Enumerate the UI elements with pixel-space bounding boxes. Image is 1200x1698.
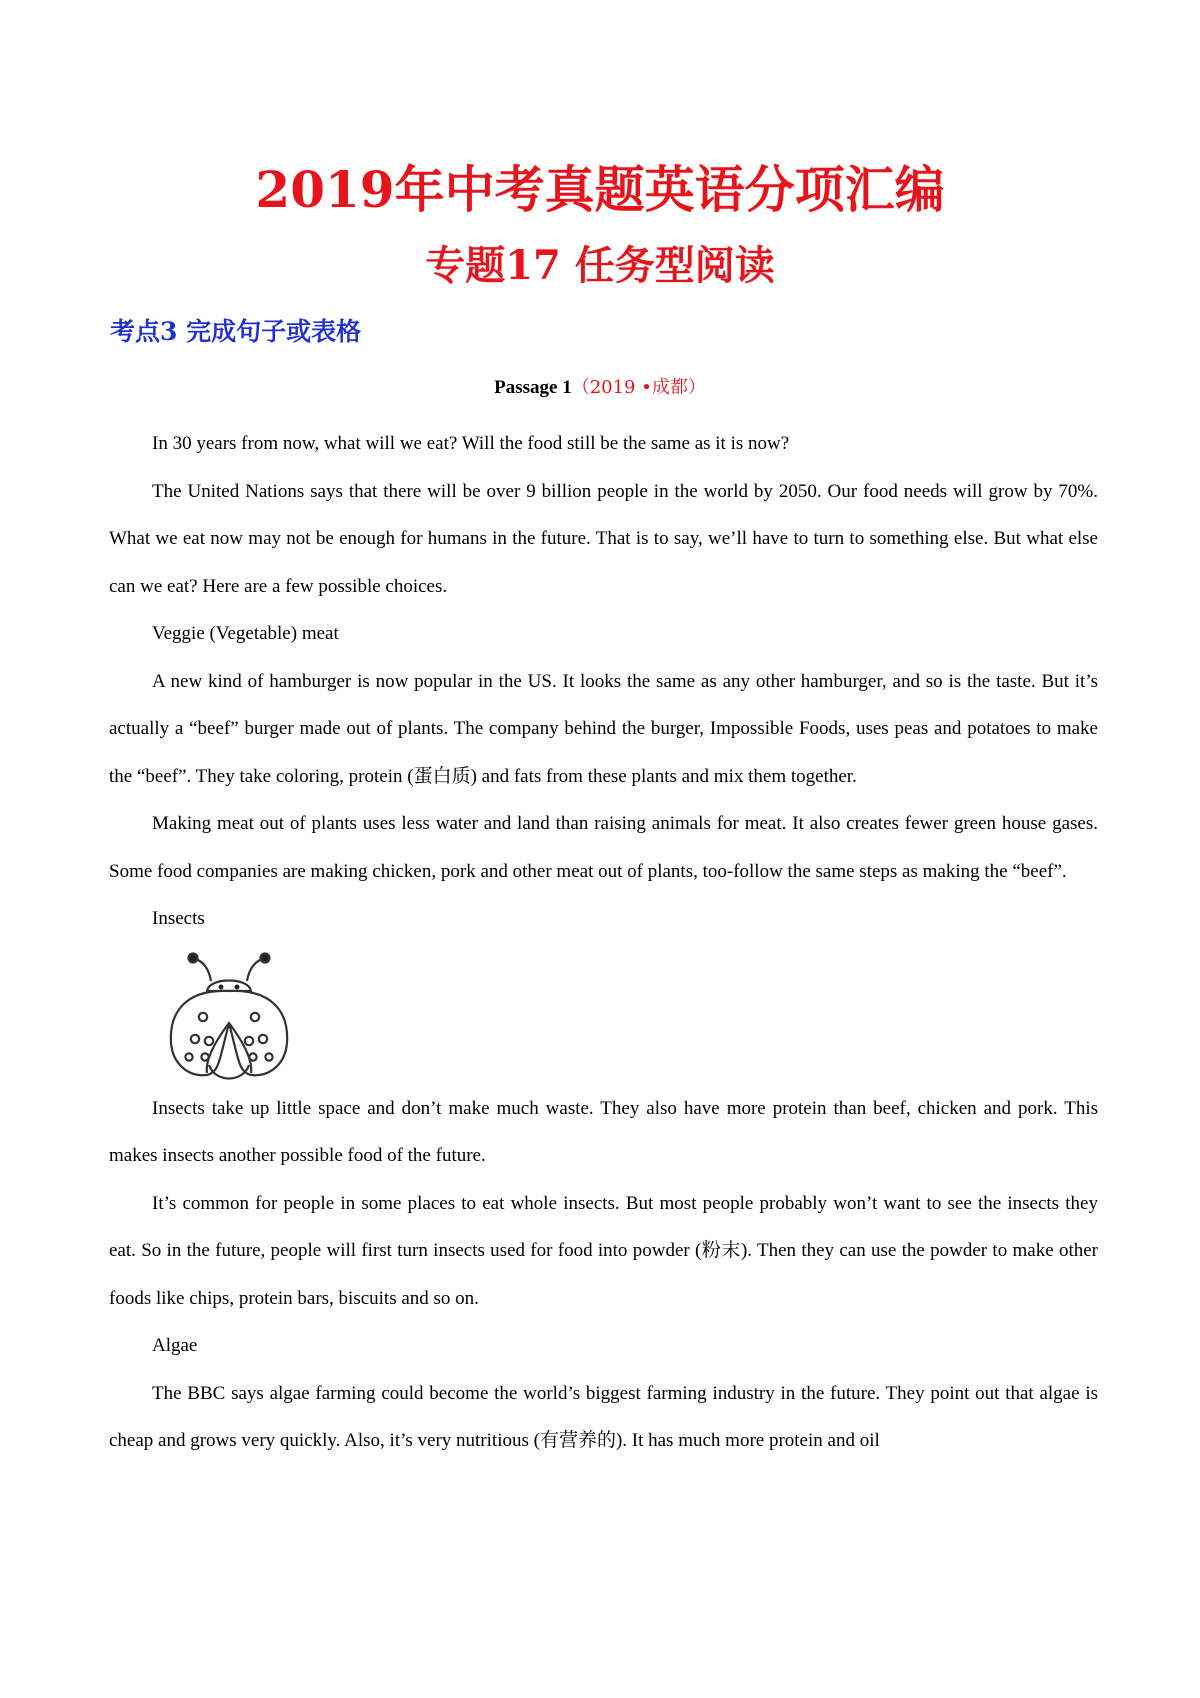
subheading-algae: Algae (152, 1335, 198, 1356)
insect-illustration (109, 943, 1098, 1085)
passage-source: （2019 •成都） (571, 377, 706, 398)
passage-name: Passage 1 (494, 377, 572, 398)
paragraph: It’s common for people in some places to eat whole insects. But most people probably won’t want to see the insects they eat. So in the future, people will first turn insects used for food into powder (粉末). Then they can use the powder to make other foods like chips, protein bars, biscuits and so on. (109, 1192, 1098, 1309)
passage-title (0, 373, 1200, 403)
subheading-veggie-meat: Veggie (Vegetable) meat (152, 623, 339, 644)
paragraph: The BBC says algae farming could become the world’s biggest farming industry in the future. They point out that algae is cheap and grows very quickly. Also, it’s very nutritious (有营养的). It has much more protein and oil (109, 1382, 1098, 1451)
section-heading: 考点3 完成句子或表格 (110, 317, 362, 346)
paragraph: In 30 years from now, what will we eat? Will the food still be the same as it is now? (152, 433, 790, 454)
subheading-insects: Insects (152, 908, 205, 929)
document-title: 2019年中考真题英语分项汇编 (255, 160, 945, 219)
ladybug-icon (165, 947, 293, 1081)
paragraph: A new kind of hamburger is now popular in the US. It looks the same as any other hamburger, and so is the taste. But it’s actually a “beef” burger made out of plants. The company behind the burger, Impossible Foods, uses peas and potatoes to make the “beef”. They take coloring, protein (蛋白质) and fats from these plants and mix them together. (109, 670, 1098, 787)
paragraph: The United Nations says that there will be over 9 billion people in the world by 2050. Our food needs will grow by 70%. What we eat now may not be enough for humans in the future. That is to say, we’ll have to turn to something else. But what else can we eat? Here are a few possible choices. (109, 480, 1098, 597)
passage-body (109, 420, 1098, 1465)
document-subtitle: 专题17 任务型阅读 (425, 242, 775, 289)
paragraph: Insects take up little space and don’t make much waste. They also have more protein than beef, chicken and pork. This makes insects another possible food of the future. (109, 1097, 1098, 1166)
paragraph: Making meat out of plants uses less water and land than raising animals for meat. It also creates fewer green house gases. Some food companies are making chicken, pork and other meat out of plants, too-follow the same steps as making the “beef”. (109, 813, 1098, 882)
